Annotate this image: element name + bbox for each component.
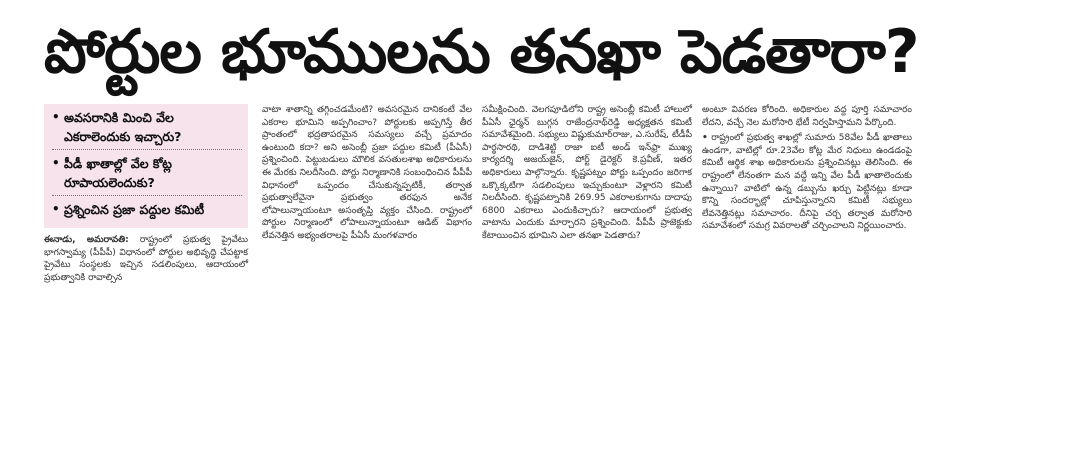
article-column-3: [482, 104, 692, 246]
highlight-item: [52, 108, 242, 146]
dateline: ఈనాడు, అమరావతి:: [44, 235, 129, 245]
article-paragraph: సమీక్షించింది. వెలగపూడిలోని రాష్ట్ర అసెంబ్లీ కమిటీ హాలులో పీఏసీ ఛైర్మన్ బుగ్గన రాజేంద్రనాథ్‌రెడ్డి అధ్యక్షతన కమిటీ సమావేశమైంది. సభ్యులు విష్ణుకుమార్‌రాజు, ఎ.సురేష్, టీడీపీ పార్థసారథి, దాడిశెట్టి రాజా ఐటీ అండ్ ఇన్‌ఫ్రా ముఖ్య కార్యదర్శి అజయ్‌జైన్, పోర్ట్ డైరెక్టర్ కె.ప్రవీణ్, ఇతర అధికారులు పాల్గొన్నారు. కృష్ణపట్నం పోర్టు ఒప్పందం జరిగాక ఒక్కొక్కటిగా సడలింపులు ఇచ్చుకుంటూ వెళ్లారని కమిటీ నిలదీసింది. కృష్ణపట్నానికి 269.95 ఎకరాలకుగాను దాదాపు 6800 ఎకరాలు ఎందుకిచ్చారు? ఆదాయంలో ప్రభుత్వ వాటాను ఎందుకు మార్చారని ప్రశ్నించింది. పీపీపీ ప్రాజెక్టుకు కేటాయించిన భూమిని ఎలా తనఖా పెడతారు?: [482, 105, 692, 241]
divider: [52, 195, 242, 196]
article-column-4: [702, 104, 912, 236]
article-paragraph: [44, 234, 248, 284]
article-paragraph: వాటా శాతాన్ని తగ్గించడమేంటి? అవసరమైన దానికంటే వేల ఎకరాల భూమిని అప్పగించాం? పోర్టులకు అప్పగిస్తే తీర ప్రాంతంలో భద్రతాపరమైన సమస్యలు వచ్చే ప్రమాదం ఉంటుంది కదా? అని అసెంబ్లీ ప్రజా పద్దుల కమిటీ (పీఏసీ) ప్రశ్నించింది. పెట్టుబడులు మౌలిక వసతులశాఖ అధికారులను ఈ మేరకు నిలదీసింది. పోర్టు నిర్మాణానికి సంబంధించిన పీపీపీ విధానంలో ఒప్పందం చేసుకున్నప్పటికీ, తర్వాత ప్రభుత్వాలేవైనా ప్రభుత్వం తరఫున అనేక లోపాలున్నాయంటూ అసంతృప్తి వ్యక్తం చేసింది. రాష్ట్రంలో పోర్టుల నిర్మాణంలో లోపాలున్నాయంటూ ఆడిట్ విభాగం లేవనెత్తిన అభ్యంతరాలపై పీఏసీ మంగళవారం: [262, 105, 472, 241]
bullet-icon: •: [702, 133, 708, 144]
highlight-text: ప్రశ్నించిన ప్రజా పద్దుల కమిటీ: [64, 202, 205, 217]
highlight-item: [52, 154, 242, 192]
highlight-text: అవసరానికి మించి వేల ఎకరాలెందుకు ఇచ్చారు?: [64, 110, 182, 144]
article-paragraph: అంటూ వివరణ కోరింది. అధికారుల వద్ద పూర్తి సమాచారం లేదని, వచ్చే నెల మరోసారి భేటీ నిర్వహిస్తామని పేర్కొంది.: [702, 105, 912, 128]
bullet-icon: •: [52, 110, 60, 124]
highlight-item: [52, 200, 242, 219]
bullet-icon: •: [52, 156, 60, 170]
bullet-icon: •: [52, 202, 60, 216]
article-text: రాష్ట్రంలో ప్రభుత్వ శాఖల్లో సుమారు 58వేల పీడీ ఖాతాలు ఉండగా, వాటిల్లో రూ.23వేల కోట్ల మేర నిధులు ఉండడంపై కమిటీ ఆర్థిక శాఖ అధికారులను ప్రశ్నించినట్లు తెలిసింది. ఈ రాష్ట్రంలో లేనంతగా మన వద్దే ఇన్ని వేల పీడీ ఖాతాలెందుకు ఉన్నాయి? వాటిలో ఉన్న డబ్బును ఖర్చు పెట్టినట్లు కూడా కొన్ని సందర్భాల్లో చూపిస్తున్నారని కమిటీ సభ్యులు లేవనెత్తినట్లు సమాచారం. దీనిపై చర్చ తర్వాత మరోసారి సమావేశంలో సమగ్ర వివరాలతో చర్చించాలని నిర్ణయించారు.: [702, 133, 912, 232]
highlights-box: [44, 104, 248, 228]
article-column-1: [44, 234, 248, 287]
highlight-text: పీడీ ఖాతాల్లో వేల కోట్ల రూపాయలెందుకు?: [64, 156, 172, 190]
divider: [52, 149, 242, 150]
article-column-2: [262, 104, 472, 246]
article-text: రాష్ట్రంలో ప్రభుత్వ ప్రైవేటు భాగస్వామ్య (పీపీపీ) విధానంలో పోర్టుల అభివృద్ధి చేపట్టాక ప్రైవేటు సంస్థలకు ఇచ్చిన సడలింపులు, ఆదాయంలో ప్రభుత్వానికి రావాల్సిన: [44, 235, 248, 283]
article-paragraph: [702, 132, 912, 233]
headline: పోర్టుల భూములను తనఖా పెడతారా?: [44, 17, 919, 87]
